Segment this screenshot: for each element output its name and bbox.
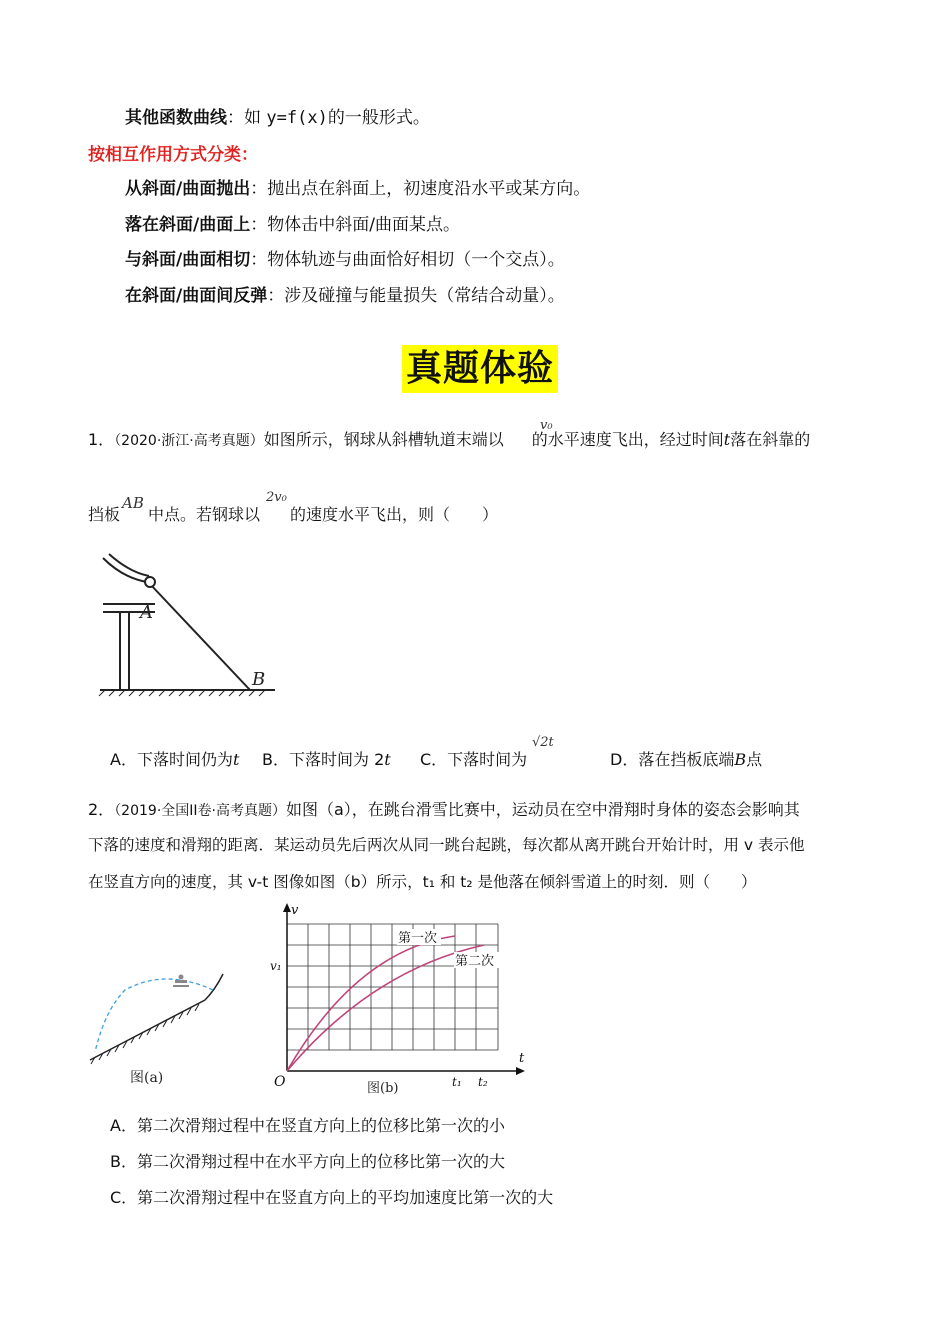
skier-icon bbox=[173, 975, 189, 988]
q1-figure bbox=[95, 550, 285, 700]
classification-desc: ：物体轨迹与曲面恰好相切（一个交点）。 bbox=[250, 250, 565, 270]
second-curve-label: 第二次 bbox=[455, 954, 495, 969]
flight-path bbox=[95, 979, 213, 1052]
q1-source: （2020·浙江·高考真题） bbox=[114, 433, 264, 449]
q1-option-a[interactable] bbox=[110, 748, 239, 772]
q2-figure-a bbox=[85, 960, 235, 1090]
classification-item bbox=[125, 284, 565, 308]
q2-source: （2019·全国II卷·高考真题） bbox=[114, 803, 286, 819]
classification-term: 从斜面/曲面抛出 bbox=[125, 179, 251, 199]
t-axis-arrow bbox=[516, 1067, 525, 1075]
q2-option-a[interactable]: A．第二次滑翔过程中在竖直方向上的位移比第一次的小 bbox=[110, 1116, 505, 1135]
q1-line2-c: 的速度水平飞出，则（ ） bbox=[290, 505, 499, 524]
classification-desc: ：涉及碰撞与能量损失（常结合动量）。 bbox=[267, 286, 565, 306]
q1-2v0: 2v₀ bbox=[266, 490, 287, 505]
q2-option-b[interactable]: B．第二次滑翔过程中在水平方向上的位移比第一次的大 bbox=[110, 1152, 505, 1171]
ski-slope bbox=[90, 974, 223, 1060]
first-curve-label: 第一次 bbox=[398, 931, 438, 946]
q1-v0: v₀ bbox=[540, 418, 553, 433]
v1-label: v₁ bbox=[270, 959, 282, 973]
other-curves-code: y=f(x) bbox=[266, 108, 328, 128]
q1-number: 1． bbox=[88, 430, 115, 449]
q1-t: t bbox=[723, 430, 731, 449]
classification-item bbox=[125, 177, 590, 201]
q1-option-c-text: C．下落时间为 bbox=[420, 750, 528, 769]
q1-option-c[interactable] bbox=[420, 748, 527, 772]
label-a: A bbox=[140, 602, 153, 623]
q2-figure-b bbox=[262, 900, 542, 1095]
incline-board bbox=[150, 584, 250, 690]
q1-line2 bbox=[88, 503, 498, 527]
t2-label: t₂ bbox=[478, 1075, 488, 1089]
classification-term: 在斜面/曲面间反弹 bbox=[125, 286, 268, 306]
q1-ab: AB bbox=[122, 494, 144, 512]
q2-line1 bbox=[88, 798, 800, 823]
steel-ball bbox=[145, 577, 155, 587]
q1-option-d-tail: 点 bbox=[746, 750, 763, 769]
fig-b-caption: 图(b) bbox=[367, 1081, 399, 1095]
chute-track bbox=[103, 558, 147, 582]
classification-item bbox=[125, 213, 460, 237]
q1-option-b-text: B．下落时间为 2 bbox=[262, 750, 385, 769]
q1-option-c-expr: √2t bbox=[532, 735, 554, 750]
axis-v-label: v bbox=[291, 903, 299, 918]
q2-line1-text: 如图（a），在跳台滑雪比赛中，运动员在空中滑翔时身体的姿态会影响其 bbox=[285, 800, 800, 819]
q1-text-c: 落在斜靠的 bbox=[730, 430, 811, 449]
grid bbox=[287, 924, 498, 1050]
q1-option-b-var: t bbox=[384, 750, 391, 769]
q1-option-b[interactable] bbox=[262, 748, 391, 772]
chute-track-inner bbox=[109, 554, 149, 576]
q1-line2-a: 挡板 bbox=[88, 505, 121, 524]
axis-t-label: t bbox=[519, 1051, 525, 1066]
other-curves-tail: 的一般形式。 bbox=[327, 108, 430, 128]
classification-term: 落在斜面/曲面上 bbox=[125, 215, 251, 235]
q1-option-d-text: D．落在挡板底端 bbox=[610, 750, 735, 769]
classification-term: 与斜面/曲面相切 bbox=[125, 250, 251, 270]
q1-text-b: 的水平速度飞出，经过时间 bbox=[531, 430, 724, 449]
t1-label: t₁ bbox=[452, 1075, 462, 1089]
q2-line2: 下落的速度和滑翔的距离．某运动员先后两次从同一跳台起跳，每次都从离开跳台开始计时，用 v 表示他 bbox=[88, 836, 805, 854]
section-title: 真题体验 bbox=[402, 345, 558, 393]
q1-option-d[interactable] bbox=[610, 748, 762, 772]
q1-line2-b: 中点。若钢球以 bbox=[148, 505, 261, 524]
q1-option-a-var: t bbox=[232, 750, 240, 769]
q1-option-a-text: A．下落时间仍为 bbox=[110, 750, 233, 769]
origin-label: O bbox=[274, 1074, 286, 1090]
other-curves-sep: ：如 bbox=[227, 108, 267, 128]
classification-item bbox=[125, 248, 565, 272]
fig-a-caption: 图(a) bbox=[130, 1070, 164, 1086]
other-curves-line bbox=[125, 106, 430, 130]
q1-line1 bbox=[88, 428, 810, 453]
other-curves-term: 其他函数曲线 bbox=[125, 108, 227, 128]
interaction-heading: 按相互作用方式分类： bbox=[88, 145, 258, 165]
q2-number: 2． bbox=[88, 800, 115, 819]
label-b: B bbox=[252, 669, 266, 690]
q1-option-d-var: B bbox=[734, 750, 747, 769]
classification-desc: ：抛出点在斜面上，初速度沿水平或某方向。 bbox=[250, 179, 591, 199]
q1-text-a: 如图所示，钢球从斜槽轨道末端以 bbox=[263, 430, 504, 449]
q2-line3: 在竖直方向的速度，其 v-t 图像如图（b）所示，t₁ 和 t₂ 是他落在倾斜雪道上的时刻．则（ ） bbox=[88, 873, 757, 891]
q2-option-c[interactable]: C．第二次滑翔过程中在竖直方向上的平均加速度比第一次的大 bbox=[110, 1188, 554, 1207]
classification-desc: ：物体击中斜面/曲面某点。 bbox=[250, 215, 460, 235]
v-axis-arrow bbox=[283, 903, 291, 912]
